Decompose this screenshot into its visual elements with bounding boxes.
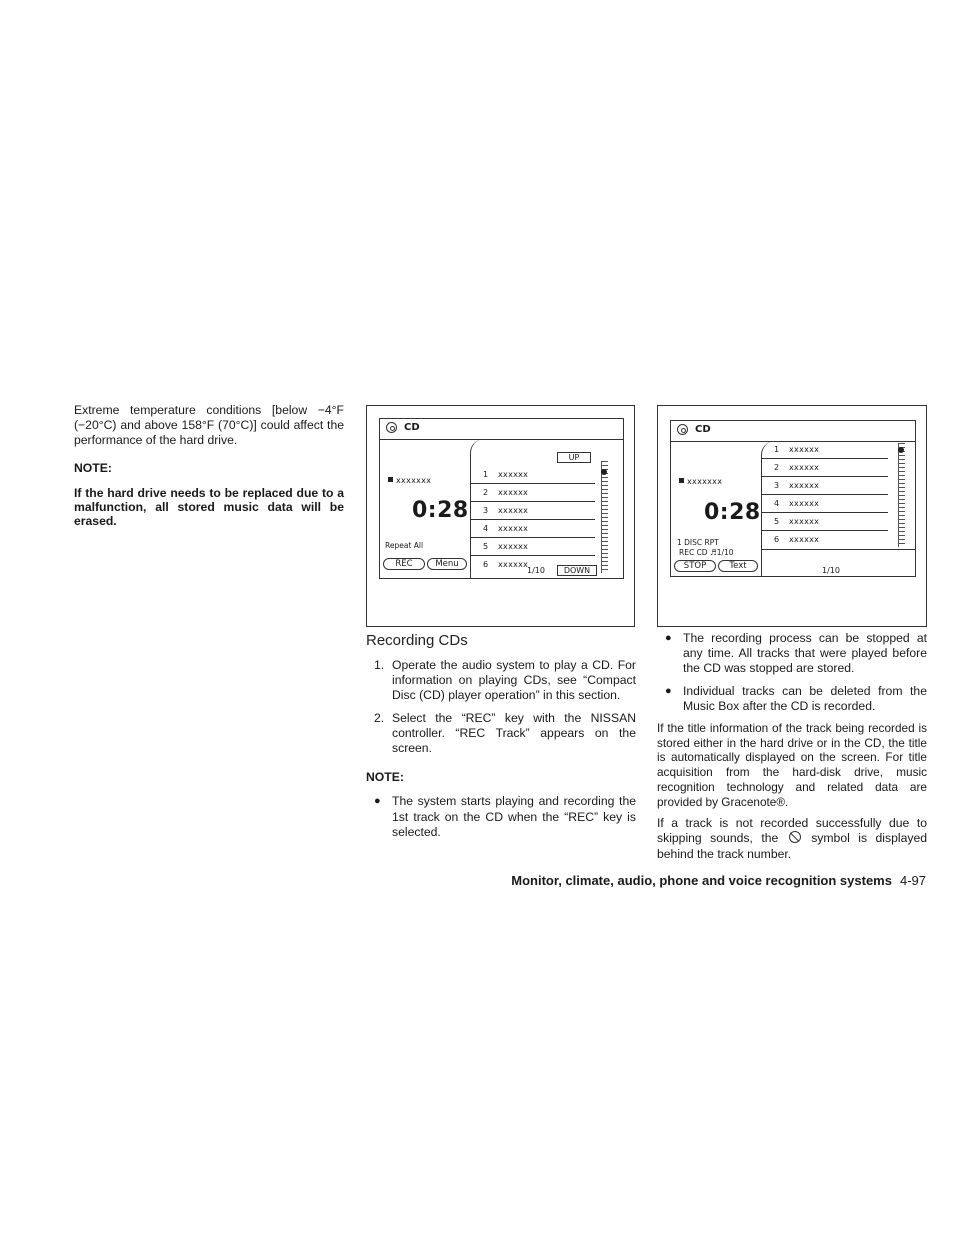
track-number: 3 — [774, 481, 780, 490]
track-row[interactable] — [762, 495, 888, 513]
screen-title: CD — [695, 424, 711, 435]
note-heading: NOTE: — [366, 770, 404, 785]
left-column — [74, 403, 344, 528]
track-title: xxxxxx — [789, 535, 820, 544]
track-number: 6 — [774, 535, 780, 544]
track-title: xxxxxx — [498, 488, 529, 497]
bullet-item: ● The recording process can be stopped at any time. All tracks that were played before the CD was stopped are stored. — [665, 631, 927, 676]
track-list-panel — [470, 439, 624, 578]
track-row[interactable] — [762, 531, 888, 548]
middle-column — [366, 632, 636, 840]
elapsed-time: 0:28 — [704, 500, 761, 525]
track-counter: 1/10 — [527, 566, 545, 575]
text-button[interactable]: Text — [718, 560, 758, 572]
track-counter: 1/10 — [822, 566, 840, 575]
track-title: xxxxxx — [789, 445, 820, 454]
track-title: xxxxxx — [498, 506, 529, 515]
track-number: 4 — [483, 524, 489, 533]
track-number: 5 — [483, 542, 489, 551]
prohibited-icon — [789, 831, 801, 843]
scroll-scale[interactable] — [601, 461, 608, 573]
track-row[interactable] — [471, 520, 595, 538]
track-row[interactable] — [471, 502, 595, 520]
track-number: 4 — [774, 499, 780, 508]
bullet-item: ● The system starts playing and recording the 1st track on the CD when the “REC” key is selected. — [374, 794, 636, 839]
track-title: xxxxxx — [498, 560, 529, 569]
scroll-scale[interactable] — [898, 443, 905, 547]
step-text: Select the “REC” key with the NISSAN controller. “REC Track” appears on the screen. — [392, 710, 636, 756]
page-number: 4-97 — [899, 873, 926, 888]
elapsed-time: 0:28 — [412, 498, 469, 523]
track-row[interactable] — [471, 538, 595, 556]
gracenote-paragraph: If the title information of the track being recorded is stored either in the hard drive or in the CD, the title is automatically displayed on the screen. For title acquisition from the hard-disk drive, music recognition technology and related data are provided by Gracenote®. — [657, 721, 927, 809]
track-row[interactable] — [762, 477, 888, 495]
section-title: Monitor, climate, audio, phone and voice recognition systems — [511, 873, 892, 888]
current-track-name: xxxxxxx — [388, 476, 431, 485]
track-number: 1 — [774, 445, 780, 454]
step-text: Operate the audio system to play a CD. For information on playing CDs, see “Compact Disc (CD) player operation” in this section. — [392, 658, 636, 703]
step-item — [366, 711, 636, 757]
track-list-panel — [761, 441, 916, 576]
track-title: xxxxxx — [498, 470, 529, 479]
scroll-knob[interactable] — [601, 469, 607, 475]
cd-icon — [677, 424, 688, 435]
figure-playing-screen — [366, 405, 635, 627]
down-button[interactable]: DOWN — [557, 565, 597, 576]
skip-symbol-paragraph: If a track is not recorded successfully due to skipping sounds, the symbol is displayed behind the track number. — [657, 816, 928, 861]
step-list — [366, 658, 636, 756]
cd-icon — [386, 422, 397, 433]
track-title: xxxxxx — [789, 481, 820, 490]
track-title: xxxxxx — [498, 542, 529, 551]
play-mode: Repeat All — [385, 541, 424, 550]
figure-recording-screen — [657, 405, 927, 627]
track-title: xxxxxx — [789, 463, 820, 472]
section-heading: Recording CDs — [366, 632, 468, 649]
track-title: xxxxxx — [498, 524, 529, 533]
note-text: If the hard drive needs to be replaced due to a malfunction, all stored music data will be erased. — [74, 485, 344, 528]
bullet-list — [657, 631, 927, 714]
cd-screen — [670, 420, 916, 577]
recording-status: REC CD ♬1/10 — [679, 548, 734, 557]
track-row[interactable] — [762, 513, 888, 531]
screen-title: CD — [404, 422, 420, 433]
step-number: 1. — [374, 658, 385, 672]
note-heading: NOTE: — [74, 460, 112, 475]
page-footer — [511, 873, 926, 888]
cd-screen — [379, 418, 624, 579]
temperature-warning: Extreme temperature conditions [below −4°F (−20°C) and above 158°F (70°C)] could affect the performance of the hard drive. — [74, 403, 344, 448]
track-title: xxxxxx — [789, 499, 820, 508]
track-title: xxxxxx — [789, 517, 820, 526]
current-track-name: xxxxxxx — [679, 477, 722, 486]
title-bar — [671, 421, 915, 442]
track-number: 6 — [483, 560, 489, 569]
step-number: 2. — [374, 710, 385, 725]
right-column — [657, 631, 927, 862]
stop-button[interactable]: STOP — [674, 560, 716, 572]
track-row[interactable] — [471, 484, 595, 502]
scroll-knob[interactable] — [898, 447, 904, 453]
track-row[interactable] — [471, 466, 595, 484]
track-number: 2 — [774, 463, 780, 472]
up-button[interactable]: UP — [557, 452, 591, 463]
track-number: 1 — [483, 470, 489, 479]
rec-button[interactable]: REC — [383, 558, 425, 570]
note-bullets — [366, 794, 636, 840]
track-row[interactable] — [762, 441, 888, 459]
track-number: 2 — [483, 488, 489, 497]
track-number: 3 — [483, 506, 489, 515]
repeat-status: 1 DISC RPT — [677, 538, 719, 547]
menu-button[interactable]: Menu — [427, 558, 467, 570]
track-row[interactable] — [762, 459, 888, 477]
bullet-item: ● Individual tracks can be deleted from the Music Box after the CD is recorded. — [665, 683, 927, 713]
track-number: 5 — [774, 517, 780, 526]
title-bar — [380, 419, 623, 440]
step-item — [366, 658, 636, 704]
